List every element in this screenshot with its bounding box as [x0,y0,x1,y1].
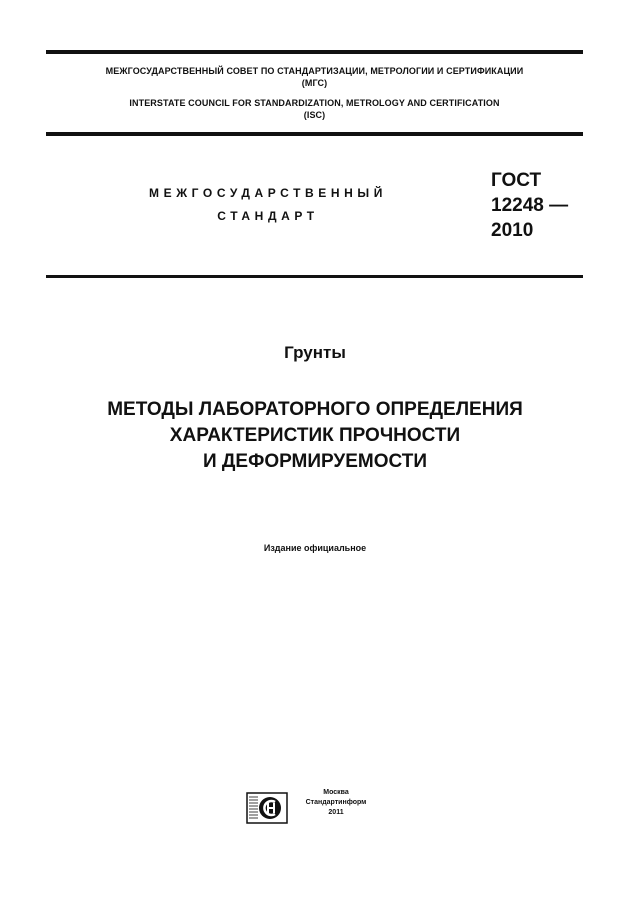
standard-type-line1: МЕЖГОСУДАРСТВЕННЫЙ [149,186,387,200]
standard-code [491,168,568,243]
publisher-city: Москва [323,789,349,796]
edition-note: Издание официальное [263,543,367,553]
council-name-en-line1: INTERSTATE COUNCIL FOR STANDARDIZATION, METROLOGY AND CERTIFICATION [129,98,500,108]
publisher-year: 2011 [328,809,344,816]
standartinform-logo-icon [246,792,288,824]
council-name-ru-line1: МЕЖГОСУДАРСТВЕННЫЙ СОВЕТ ПО СТАНДАРТИЗАЦИИ, МЕТРОЛОГИИ И СЕРТИФИКАЦИИ [105,66,524,76]
council-abbr-en: (ISC) [303,110,326,120]
document-title-line3: И ДЕФОРМИРУЕМОСТИ [202,451,428,472]
publisher-info [288,788,384,818]
document-title-line1: МЕТОДЫ ЛАБОРАТОРНОГО ОПРЕДЕЛЕНИЯ [107,399,523,420]
standard-code-number: 12248 — [491,195,569,216]
standard-code-prefix: ГОСТ [491,170,542,191]
publisher-name: Стандартинформ [305,799,367,806]
middle-divider [46,132,583,136]
council-abbr-ru: (МГС) [301,78,328,88]
bottom-divider [46,275,583,278]
council-name-en [46,97,583,121]
document-title [30,397,600,475]
standard-code-year: 2010 [491,220,534,241]
document-title-line2: ХАРАКТЕРИСТИК ПРОЧНОСТИ [169,425,461,446]
standard-type-line2: СТАНДАРТ [217,209,319,223]
top-divider [46,50,583,54]
document-subject: Грунты [284,343,346,362]
council-name-ru [46,65,583,89]
